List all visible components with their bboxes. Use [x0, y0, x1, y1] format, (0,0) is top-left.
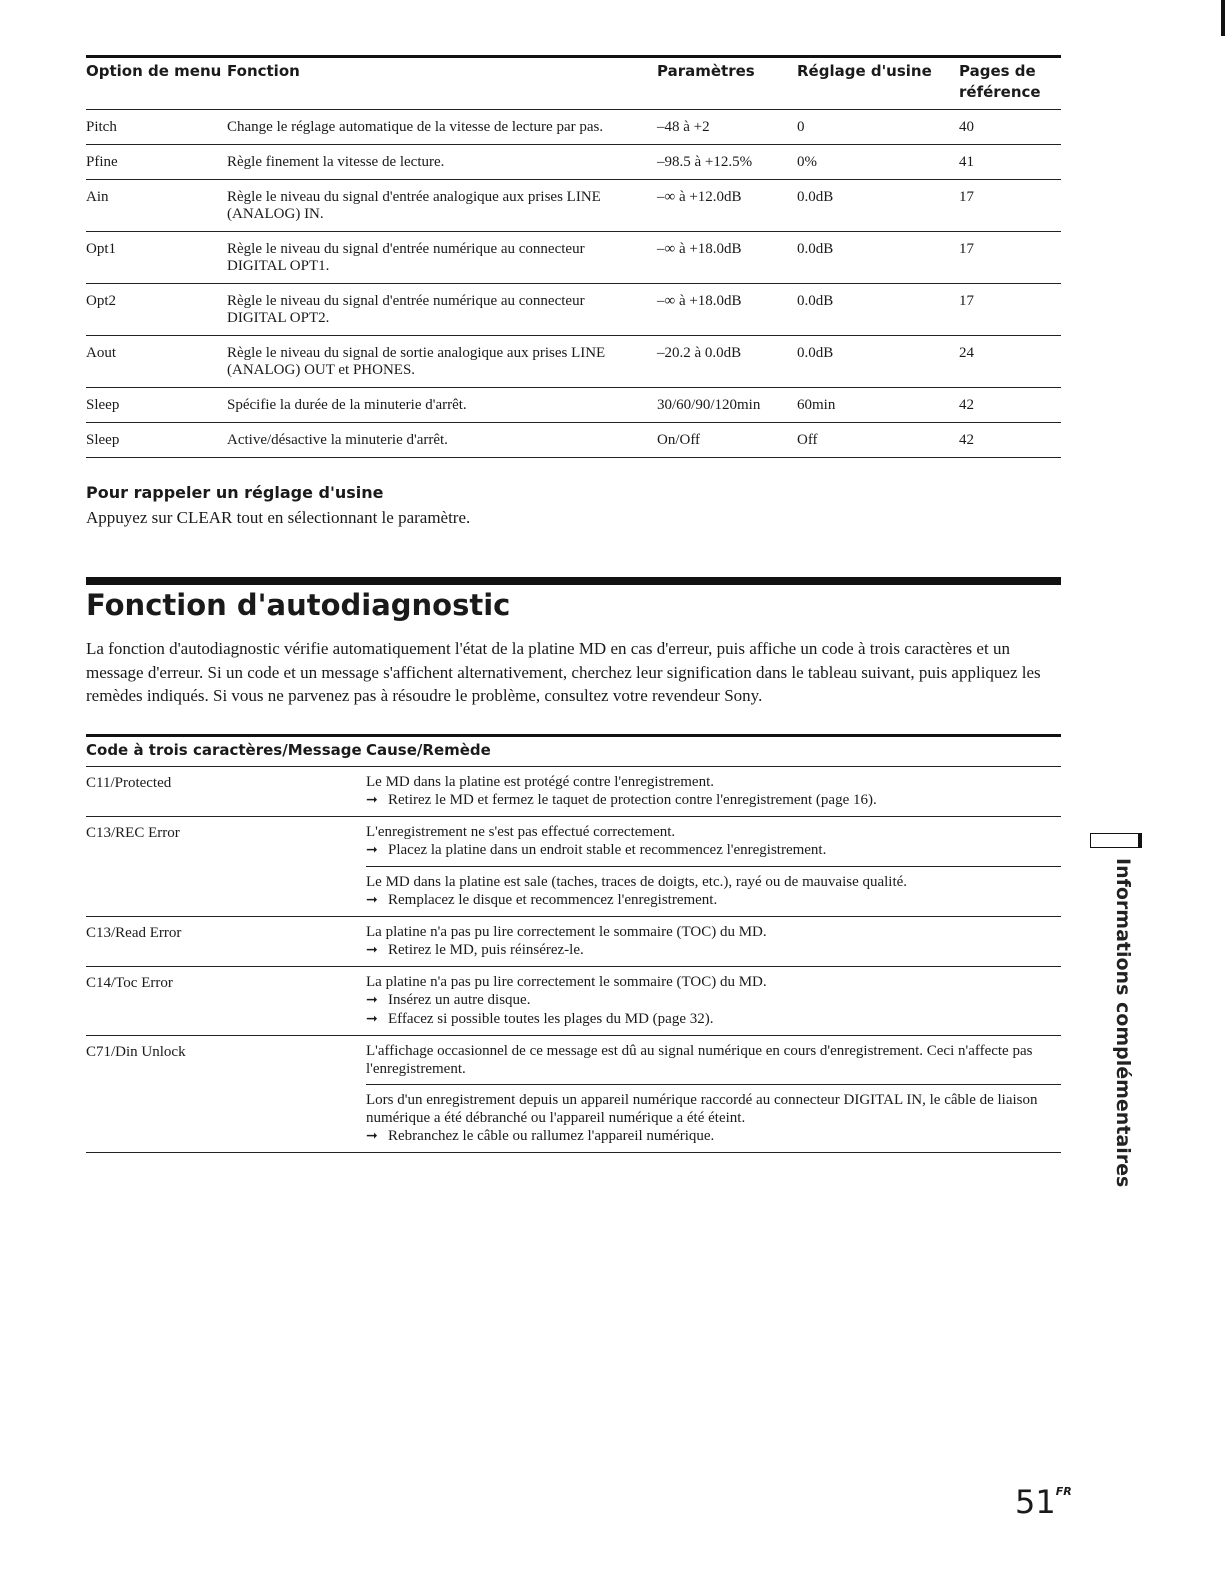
reglage-cell: 0.0dB — [797, 232, 959, 284]
error-code-cell: C71/Din Unlock — [86, 1036, 366, 1153]
action-line — [366, 1010, 1061, 1029]
parametres-cell: –48 à +2 — [657, 110, 797, 145]
error-table-body — [86, 767, 1061, 1153]
recall-text: Appuyez sur CLEAR tout en sélectionnant le paramètre. — [86, 508, 471, 527]
action-text: Remplacez le disque et recommencez l'enregistrement. — [388, 892, 718, 908]
page-number-suffix: FR — [1055, 1485, 1072, 1498]
remedy-block — [366, 767, 1061, 816]
page-cell: 41 — [959, 145, 1061, 180]
error-code-cell: C11/Protected — [86, 767, 366, 817]
option-cell: Sleep — [86, 388, 227, 423]
cause-remedy-cell — [366, 917, 1061, 967]
right-arrow-icon: ➞ — [366, 793, 378, 808]
error-table — [86, 734, 1061, 1153]
side-tab-label: Informations complémentaires — [1112, 858, 1134, 1188]
action-text: Insérez un autre disque. — [388, 992, 531, 1008]
page-cell: 42 — [959, 388, 1061, 423]
option-cell: Aout — [86, 336, 227, 388]
recall-heading: Pour rappeler un réglage d'usine — [86, 483, 384, 502]
fonction-cell: Active/désactive la minuterie d'arrêt. — [227, 423, 657, 458]
cause-text: Le MD dans la platine est sale (taches, traces de doigts, etc.), rayé ou de mauvaise qualité. — [366, 874, 908, 890]
settings-table-header — [86, 55, 1061, 110]
remedy-block — [366, 1085, 1061, 1152]
option-cell: Ain — [86, 180, 227, 232]
page-cell: 17 — [959, 232, 1061, 284]
header-code: Code à trois caractères/Message — [86, 734, 366, 767]
parametres-cell: –∞ à +18.0dB — [657, 284, 797, 336]
reglage-cell: 0 — [797, 110, 959, 145]
page-number-value: 51 — [1015, 1483, 1056, 1521]
settings-table-body — [86, 110, 1061, 458]
table-row — [86, 180, 1061, 232]
parametres-cell: –98.5 à +12.5% — [657, 145, 797, 180]
page-cell: 24 — [959, 336, 1061, 388]
fonction-cell: Règle le niveau du signal d'entrée numérique au connecteur DIGITAL OPT1. — [227, 232, 657, 284]
table-row — [86, 767, 1061, 817]
table-row — [86, 284, 1061, 336]
fonction-cell: Règle le niveau du signal d'entrée numérique au connecteur DIGITAL OPT2. — [227, 284, 657, 336]
table-row — [86, 917, 1061, 967]
error-code-cell: C13/REC Error — [86, 817, 366, 917]
action-text: Placez la platine dans un endroit stable et recommencez l'enregistrement. — [388, 842, 827, 858]
page-cell: 42 — [959, 423, 1061, 458]
reglage-cell: 0% — [797, 145, 959, 180]
cause-remedy-cell — [366, 1036, 1061, 1153]
table-row — [86, 232, 1061, 284]
table-row — [86, 1036, 1061, 1153]
right-arrow-icon: ➞ — [366, 993, 378, 1008]
page-cell: 17 — [959, 284, 1061, 336]
cause-remedy-cell — [366, 817, 1061, 917]
page-cell: 40 — [959, 110, 1061, 145]
action-text: Effacez si possible toutes les plages du MD (page 32). — [388, 1011, 714, 1027]
action-line — [366, 991, 1061, 1010]
header-parametres: Paramètres — [657, 55, 797, 110]
fonction-cell: Règle le niveau du signal de sortie analogique aux prises LINE (ANALOG) OUT et PHONES. — [227, 336, 657, 388]
parametres-cell: –∞ à +12.0dB — [657, 180, 797, 232]
parametres-cell: 30/60/90/120min — [657, 388, 797, 423]
reglage-cell: 0.0dB — [797, 284, 959, 336]
page-cell: 17 — [959, 180, 1061, 232]
cause-text: L'affichage occasionnel de ce message est dû au signal numérique en cours d'enregistrement. Ceci n'affecte pas l'enregistrement. — [366, 1043, 1033, 1077]
remedy-block — [366, 867, 1061, 916]
option-cell: Pitch — [86, 110, 227, 145]
fonction-cell: Spécifie la durée de la minuterie d'arrêt. — [227, 388, 657, 423]
header-cause: Cause/Remède — [366, 734, 1061, 767]
right-arrow-icon: ➞ — [366, 843, 378, 858]
action-line — [366, 791, 1061, 810]
cause-remedy-cell — [366, 767, 1061, 817]
cause-remedy-cell — [366, 967, 1061, 1036]
action-text: Rebranchez le câble ou rallumez l'appareil numérique. — [388, 1128, 715, 1144]
action-line — [366, 891, 1061, 910]
option-cell: Opt1 — [86, 232, 227, 284]
error-code-cell: C14/Toc Error — [86, 967, 366, 1036]
page-number — [1015, 1483, 1072, 1521]
cause-text: Lors d'un enregistrement depuis un appareil numérique raccordé au connecteur DIGITAL IN, le câble de liaison numérique a été débranché ou l'appareil numérique a été éteint. — [366, 1092, 1038, 1126]
table-row — [86, 423, 1061, 458]
section-title: Fonction d'autodiagnostic — [86, 588, 511, 622]
section-intro: La fonction d'autodiagnostic vérifie automatiquement l'état de la platine MD en cas d'erreur, puis affiche un code à trois caractères et un message d'erreur. Si un code et un message s'affichent alternativement, cherchez leur signification dans le tableau suivant, puis appliquez les remèdes indiqués. Si vous ne parvenez pas à résoudre le problème, consultez votre revendeur Sony. — [86, 639, 1041, 705]
header-pages: Pages de référence — [959, 55, 1061, 110]
table-row — [86, 336, 1061, 388]
right-arrow-icon: ➞ — [366, 893, 378, 908]
reglage-cell: 0.0dB — [797, 180, 959, 232]
cause-text: La platine n'a pas pu lire correctement le sommaire (TOC) du MD. — [366, 974, 767, 990]
table-row — [86, 388, 1061, 423]
settings-table — [86, 55, 1061, 458]
fonction-cell: Change le réglage automatique de la vitesse de lecture par pas. — [227, 110, 657, 145]
table-row — [86, 817, 1061, 917]
action-line — [366, 1127, 1061, 1146]
cause-text: La platine n'a pas pu lire correctement le sommaire (TOC) du MD. — [366, 924, 767, 940]
table-row — [86, 145, 1061, 180]
cause-text: Le MD dans la platine est protégé contre l'enregistrement. — [366, 774, 714, 790]
error-table-header — [86, 734, 1061, 767]
remedy-block — [366, 1036, 1061, 1085]
parametres-cell: –20.2 à 0.0dB — [657, 336, 797, 388]
reglage-cell: 60min — [797, 388, 959, 423]
section-tab-marker — [1090, 833, 1142, 848]
table-row — [86, 110, 1061, 145]
fonction-cell: Règle le niveau du signal d'entrée analogique aux prises LINE (ANALOG) IN. — [227, 180, 657, 232]
remedy-block — [366, 817, 1061, 867]
option-cell: Sleep — [86, 423, 227, 458]
edge-mark — [1221, 0, 1225, 36]
right-arrow-icon: ➞ — [366, 943, 378, 958]
reglage-cell: 0.0dB — [797, 336, 959, 388]
option-cell: Opt2 — [86, 284, 227, 336]
option-cell: Pfine — [86, 145, 227, 180]
cause-text: L'enregistrement ne s'est pas effectué correctement. — [366, 824, 676, 840]
header-fonction: Fonction — [227, 55, 657, 110]
section-rule — [86, 577, 1061, 585]
header-option: Option de menu — [86, 55, 227, 110]
right-arrow-icon: ➞ — [366, 1129, 378, 1144]
error-code-cell: C13/Read Error — [86, 917, 366, 967]
fonction-cell: Règle finement la vitesse de lecture. — [227, 145, 657, 180]
header-reglage: Réglage d'usine — [797, 55, 959, 110]
action-text: Retirez le MD, puis réinsérez-le. — [388, 942, 584, 958]
remedy-block — [366, 967, 1061, 1035]
parametres-cell: On/Off — [657, 423, 797, 458]
parametres-cell: –∞ à +18.0dB — [657, 232, 797, 284]
action-text: Retirez le MD et fermez le taquet de protection contre l'enregistrement (page 16). — [388, 792, 877, 808]
reglage-cell: Off — [797, 423, 959, 458]
action-line — [366, 941, 1061, 960]
action-line — [366, 841, 1061, 860]
right-arrow-icon: ➞ — [366, 1012, 378, 1027]
remedy-block — [366, 917, 1061, 966]
table-row — [86, 967, 1061, 1036]
